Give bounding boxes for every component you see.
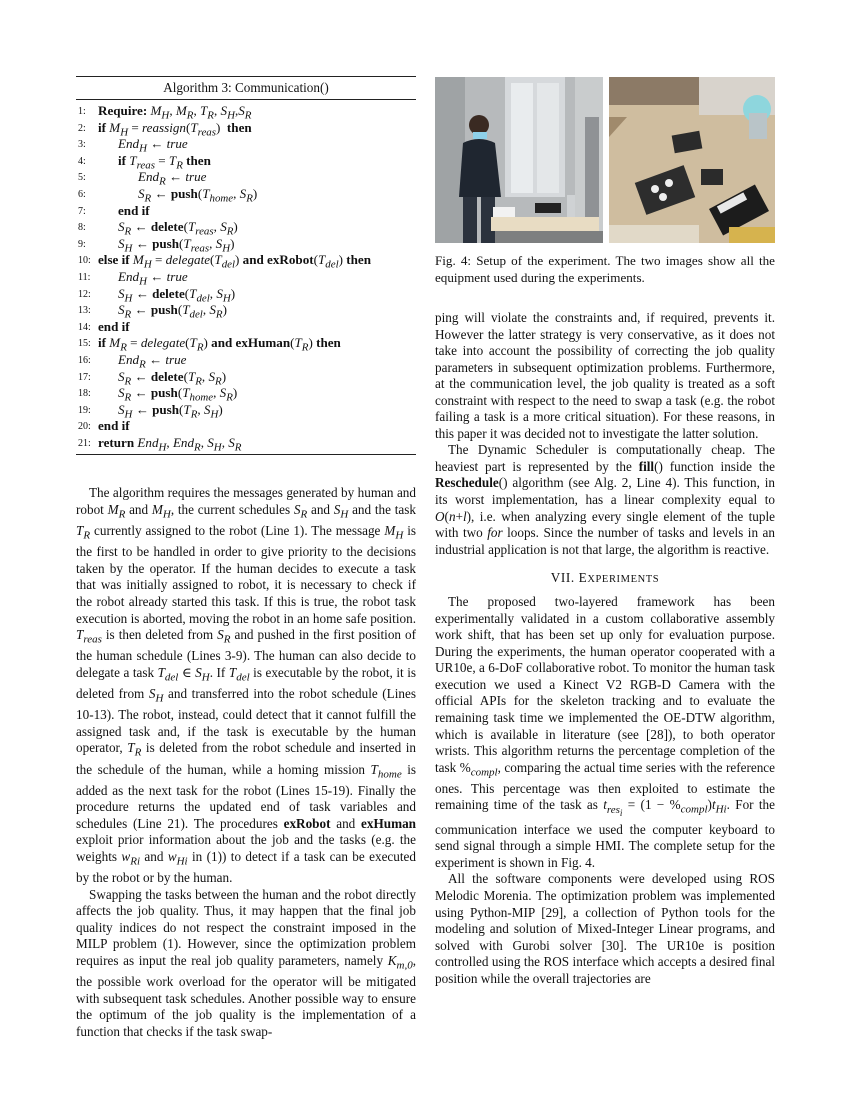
line-code: End$_H$ ← true [118, 268, 188, 288]
line-code: $S_R$ ← $push(T_{home}$, $S_R$) [118, 385, 238, 404]
paragraph: ping will violate the constraints and, if required, prevents it. However the latter strategy is very conservative, as it does not take into account the possibility of correcting the job quality parameters in subsequent optimization problems. Furthermore, at the communication level, the job quality is treated as a soft constraint with respect to the need to swap a task (e.g. the robot failing a task is a more critical situation). For these reasons, in this paper it was decided not to investigate the latter solution. [435, 310, 775, 441]
line-code: Require: $M_H$, $M_R$, $T_R$, $S_H,S_R$ [98, 103, 252, 122]
line-number: 8: [78, 222, 86, 234]
line-number: 5: [78, 172, 86, 184]
line-code: end if [118, 202, 150, 218]
paragraph: The Dynamic Scheduler is computationally cheap. The heaviest part is represented by the fill() function inside the Reschedule() algorithm (see Alg. 2, Line 4). This function, in its worst implementation, has a linear complexity equal to O(n+l), i.e. when analyzing every single element of the tuple with two for loops. Since the number of tasks and levels in an industrial application is not that large, the algorithm is reactive. [435, 442, 775, 557]
line-number: 14: [78, 321, 91, 333]
algorithm-line [76, 302, 416, 319]
line-number: 3: [78, 139, 86, 151]
line-code: End$_R$ ← true [138, 169, 207, 188]
algorithm-line [76, 219, 416, 236]
right-body-text [435, 310, 775, 558]
line-number: 6: [78, 188, 86, 200]
right-column [435, 70, 775, 987]
line-number: 13: [78, 305, 91, 317]
line-code: $S_H$ ← $push(T_R$, $S_H$) [118, 401, 223, 421]
line-number: 15: [78, 338, 91, 350]
line-number: 21: [78, 437, 91, 449]
line-code: if $T_{reas} = T_R$ then [118, 152, 211, 172]
algorithm-line [76, 103, 416, 120]
line-number: 16: [78, 354, 91, 366]
line-code: $S_R$ ← $push(T_{home}$, $S_R$) [138, 185, 258, 205]
paragraph: Swapping the tasks between the human and the robot directly affects the job quality. Thus, it may happen that the final job quality indices do not respect the constraint imposed in the MILP problem (1). However, since the optimization problem requires as input the real job quality parameters, namely $K_{m,0}$, the possible work overload for the operator will be mitigated with subsequent task schedules. Another possible way to ensure the optimum of the job quality is the implementation of a function that checks if the task swap- [76, 886, 416, 1039]
algorithm-line [76, 286, 416, 303]
algorithm-line [76, 186, 416, 203]
line-number: 19: [78, 404, 91, 416]
line-code: else if $M_H$ = $delegate(T_{del})$ and $exRobot(T_{del})$ then [98, 252, 371, 271]
line-number: 11: [78, 271, 91, 283]
line-number: 2: [78, 122, 86, 134]
algorithm-title: Algorithm 3: Communication() [76, 77, 416, 100]
algorithm-line [76, 203, 416, 220]
algorithm-line [76, 319, 416, 336]
line-code: end if [98, 418, 130, 434]
line-number: 10: [78, 255, 91, 267]
algorithm-line [76, 120, 416, 137]
algorithm-line [76, 352, 416, 369]
algorithm-line [76, 435, 416, 452]
line-code: $S_R$ ← $push(T_{del}$, $S_R$) [118, 302, 227, 321]
line-code: End$_H$ ← true [118, 136, 188, 155]
left-column [76, 70, 416, 1040]
algorithm-line [76, 385, 416, 402]
photo-lab-operator [435, 77, 603, 243]
algorithm-line [76, 369, 416, 386]
line-number: 18: [78, 388, 91, 400]
line-code: $S_H$ ← $delete(T_{del}$, $S_H$) [118, 285, 236, 305]
line-number: 9: [78, 238, 86, 250]
line-code: End$_R$ ← true [118, 351, 187, 371]
line-number: 17: [78, 371, 91, 383]
left-body-text [76, 485, 416, 1040]
line-number: 7: [78, 205, 86, 217]
line-number: 1: [78, 106, 86, 117]
algorithm-line [76, 153, 416, 170]
line-number: 20: [78, 421, 91, 433]
line-code: if $M_H$ = $reassign(T_{reas})$ then [98, 119, 252, 139]
line-code: end if [98, 318, 130, 334]
paragraph: All the software components were developed using ROS Melodic Morenia. The optimization problem was implemented using Python-MIP [29], a collection of Python tools for the modeling and solution of Mixed-Integer Linear programs, and solved with Gurobi solver [30]. The UR10e is position controlled using the ROS interface which accepts a desired final position while the overall trajectories are [435, 871, 775, 986]
line-code: return End$_H$, End$_R$, $S_H$, $S_R$ [98, 434, 242, 454]
algorithm-box [76, 76, 416, 455]
figure-caption: Fig. 4: Setup of the experiment. The two images show all the equipment used during the experiments. [435, 253, 775, 285]
line-number: 4: [78, 155, 86, 167]
algorithm-line [76, 169, 416, 186]
algorithm-line [76, 236, 416, 253]
algorithm-line [76, 335, 416, 352]
line-code: if $M_R$ = $delegate(T_R)$ and $exHuman(T_R)$ then [98, 335, 341, 354]
algorithm-line [76, 252, 416, 269]
section-heading-experiments: VII. EXPERIMENTS [550, 570, 660, 586]
line-code: $S_R$ ← $delete(T_{reas}$, $S_R$) [118, 219, 238, 238]
paragraph: The proposed two-layered framework has been experimentally validated in a custom collaborative assembly work shift, that has been set up only for evaluation purpose. During the experiments, the human operator cooperated with a UR10e, a 6-DoF collaborative robot. To monitor the human task execution we used a Kinect V2 RGB-D Camera with the official APIs for the skeleton tracking and to evaluate the remaining task time we implemented the OE-DTW algorithm, which is available in literature (see [28]), to both operator wrists. This algorithm returns the percentage completion of the task $\%_{compl}$, comparing the actual time series with the reference ones. This percentage was then exploited to estimate the remaining time of the task as $t_{res_i} = (1 - \%_{compl})t_{Hi}$. For the communication interface we used the computer keyboard to send signal through a simple HMI. The complete setup for the experiment is shown in Fig. 4. [435, 594, 775, 870]
algorithm-lines [76, 100, 416, 454]
line-number: 12: [78, 288, 91, 300]
line-code: $S_H$ ← $push(T_{reas}$, $S_H$) [118, 235, 235, 255]
figure-4 [435, 77, 775, 243]
paragraph: The algorithm requires the messages generated by human and robot $M_R$ and $M_H$, the current schedules $S_R$ and $S_H$ and the task $T_R$ currently assigned to the robot (Line 1). The message $M_H$ is the first to be handled in order to give priority to the decisions taken by the operator. If the human decides to execute a task that was initially assigned to robot, it is necessary to check if the robot already started this task. If this is true, the robot task execution is aborted, moving the robot in an home safe position. $T_{reas}$ is then deleted from $S_R$ and pushed in the first position of the human schedule (Lines 3-9). The human can also decide to delegate a task $T_{del}$ ∈ $S_H$. If $T_{del}$ is executable by the robot, it is deleted from $S_H$ and transferred into the robot schedule (Lines 10-13). The robot, instead, could detect that it cannot fulfill the assigned task and, if the task is executable by the human operator, $T_R$ is deleted from the robot schedule and inserted in the schedule of the human, while a homing mission $T_{home}$ is added as the next task for the robot (Lines 15-19). Finally the procedure returns the updated end of task variables and schedules (Line 21). The procedures exRobot and exHuman exploit prior information about the job and the tasks (e.g. the weights $w_{Ri}$ and $w_{Hi}$ in (1)) to detect if a task can be executed by the robot or by the human. [76, 485, 417, 886]
algorithm-line [76, 136, 416, 153]
line-code: $S_R$ ← $delete(T_R$, $S_R$) [118, 368, 227, 388]
algorithm-line [76, 402, 416, 419]
experiments-body-text [435, 594, 775, 987]
algorithm-line [76, 418, 416, 435]
algorithm-line [76, 269, 416, 286]
photo-workbench [609, 77, 775, 243]
